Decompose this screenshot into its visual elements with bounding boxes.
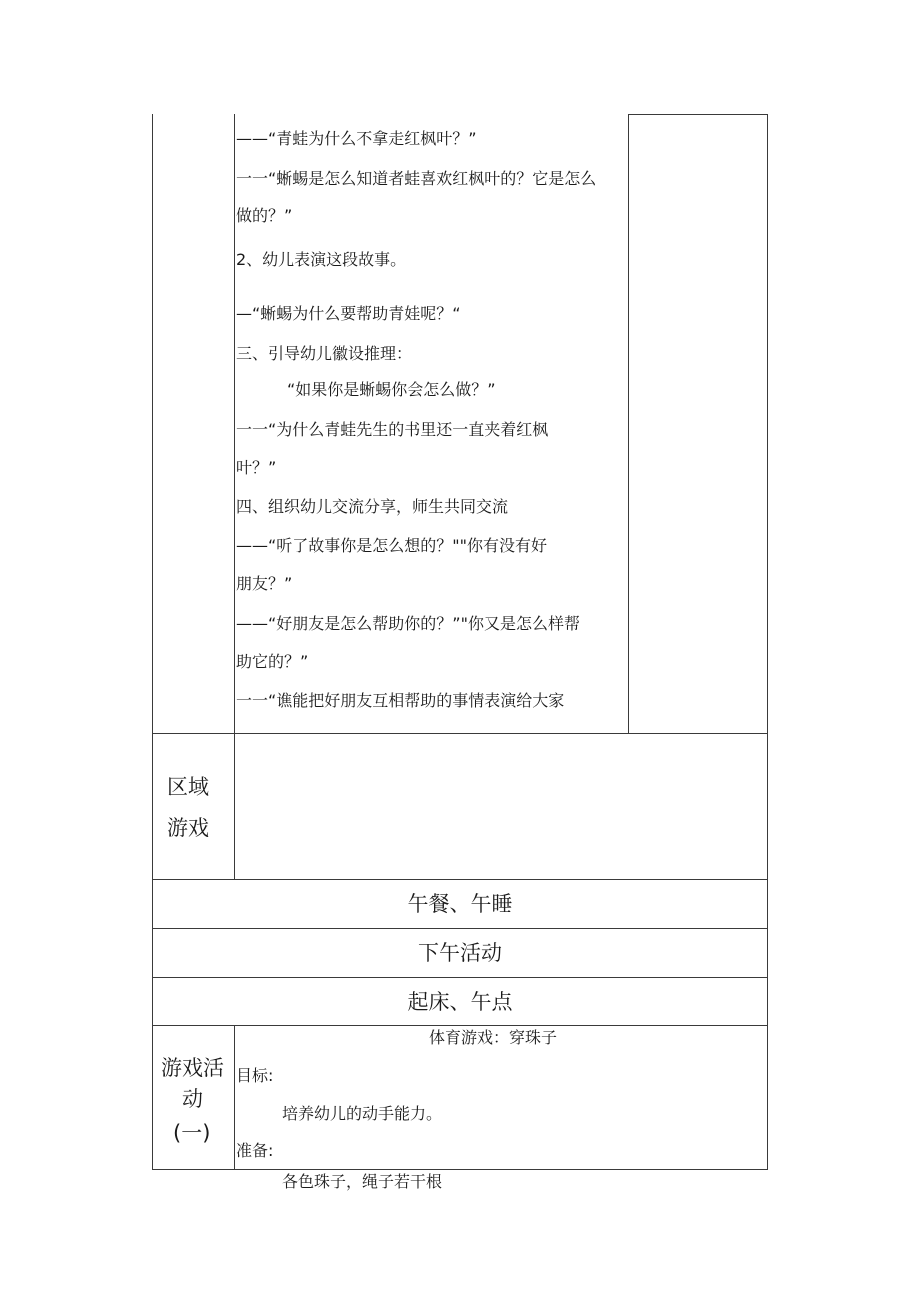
- preparation-label: 准备:: [236, 1141, 274, 1160]
- activity-line: 2、幼儿表演这段故事。: [236, 250, 407, 269]
- activity-line: 一一“谯能把好朋友互相帮助的事情表演给大家: [236, 691, 565, 710]
- label-column-divider-bottom: [234, 1025, 235, 1170]
- activity-line: ——“好朋友是怎么帮助你的？”"你又是怎么样帮: [236, 614, 580, 633]
- activity-line: ——“听了故事你是怎么想的？""你有没有好: [236, 536, 548, 555]
- row-divider-game-activity-top: [152, 1025, 768, 1026]
- row-divider-afternoon-top: [152, 928, 768, 929]
- game-activity-label-line1: 游戏活: [161, 1056, 224, 1080]
- label-column-divider-top: [234, 114, 235, 880]
- game-activity-label-line2: 动: [182, 1087, 203, 1111]
- activity-line: ——“青蛙为什么不拿走红枫叶？”: [236, 129, 477, 148]
- goal-label: 目标:: [236, 1066, 274, 1085]
- row-divider-wakeup-top: [152, 977, 768, 978]
- activity-line: “如果你是蜥蜴你会怎么做？”: [287, 380, 496, 399]
- activity-line: 助它的？”: [236, 652, 309, 671]
- activity-line: 做的？”: [236, 206, 293, 225]
- game-activity-label-line3: (一): [173, 1121, 211, 1145]
- activity-line: 一一“蜥蜴是怎么知道者蛙喜欢红枫叶的？它是怎么: [236, 169, 597, 188]
- notes-cell-top-border: [628, 114, 768, 115]
- afternoon-activity-row: 下午活动: [418, 941, 502, 965]
- goal-text: 培养幼儿的动手能力。: [282, 1104, 443, 1123]
- wakeup-snack-row: 起床、午点: [407, 990, 513, 1014]
- preparation-text: 各色珠子，绳子若干根: [282, 1172, 443, 1191]
- activity-line: 四、组织幼儿交流分享，师生共同交流: [236, 497, 509, 516]
- area-game-label-line2: 游戏: [167, 816, 209, 840]
- row-divider-area-game-top: [152, 733, 768, 734]
- area-game-label-line1: 区域: [167, 775, 209, 799]
- activity-line: —“蜥蜴为什么要帮助青娃呢？“: [236, 304, 461, 323]
- activity-line: 朋友？”: [236, 574, 293, 593]
- table-bottom-border: [152, 1169, 768, 1170]
- game-activity-title: 体育游戏：穿珠子: [429, 1028, 558, 1047]
- notes-column-divider: [628, 114, 629, 733]
- activity-line: 叶？”: [236, 458, 277, 477]
- row-divider-lunch-top: [152, 879, 768, 880]
- lunch-nap-row: 午餐、午睡: [407, 892, 513, 916]
- activity-line: 三、引导幼儿徽设推理：: [236, 344, 413, 363]
- activity-line: 一一“为什么青蛙先生的书里还一直夹着红枫: [236, 420, 549, 439]
